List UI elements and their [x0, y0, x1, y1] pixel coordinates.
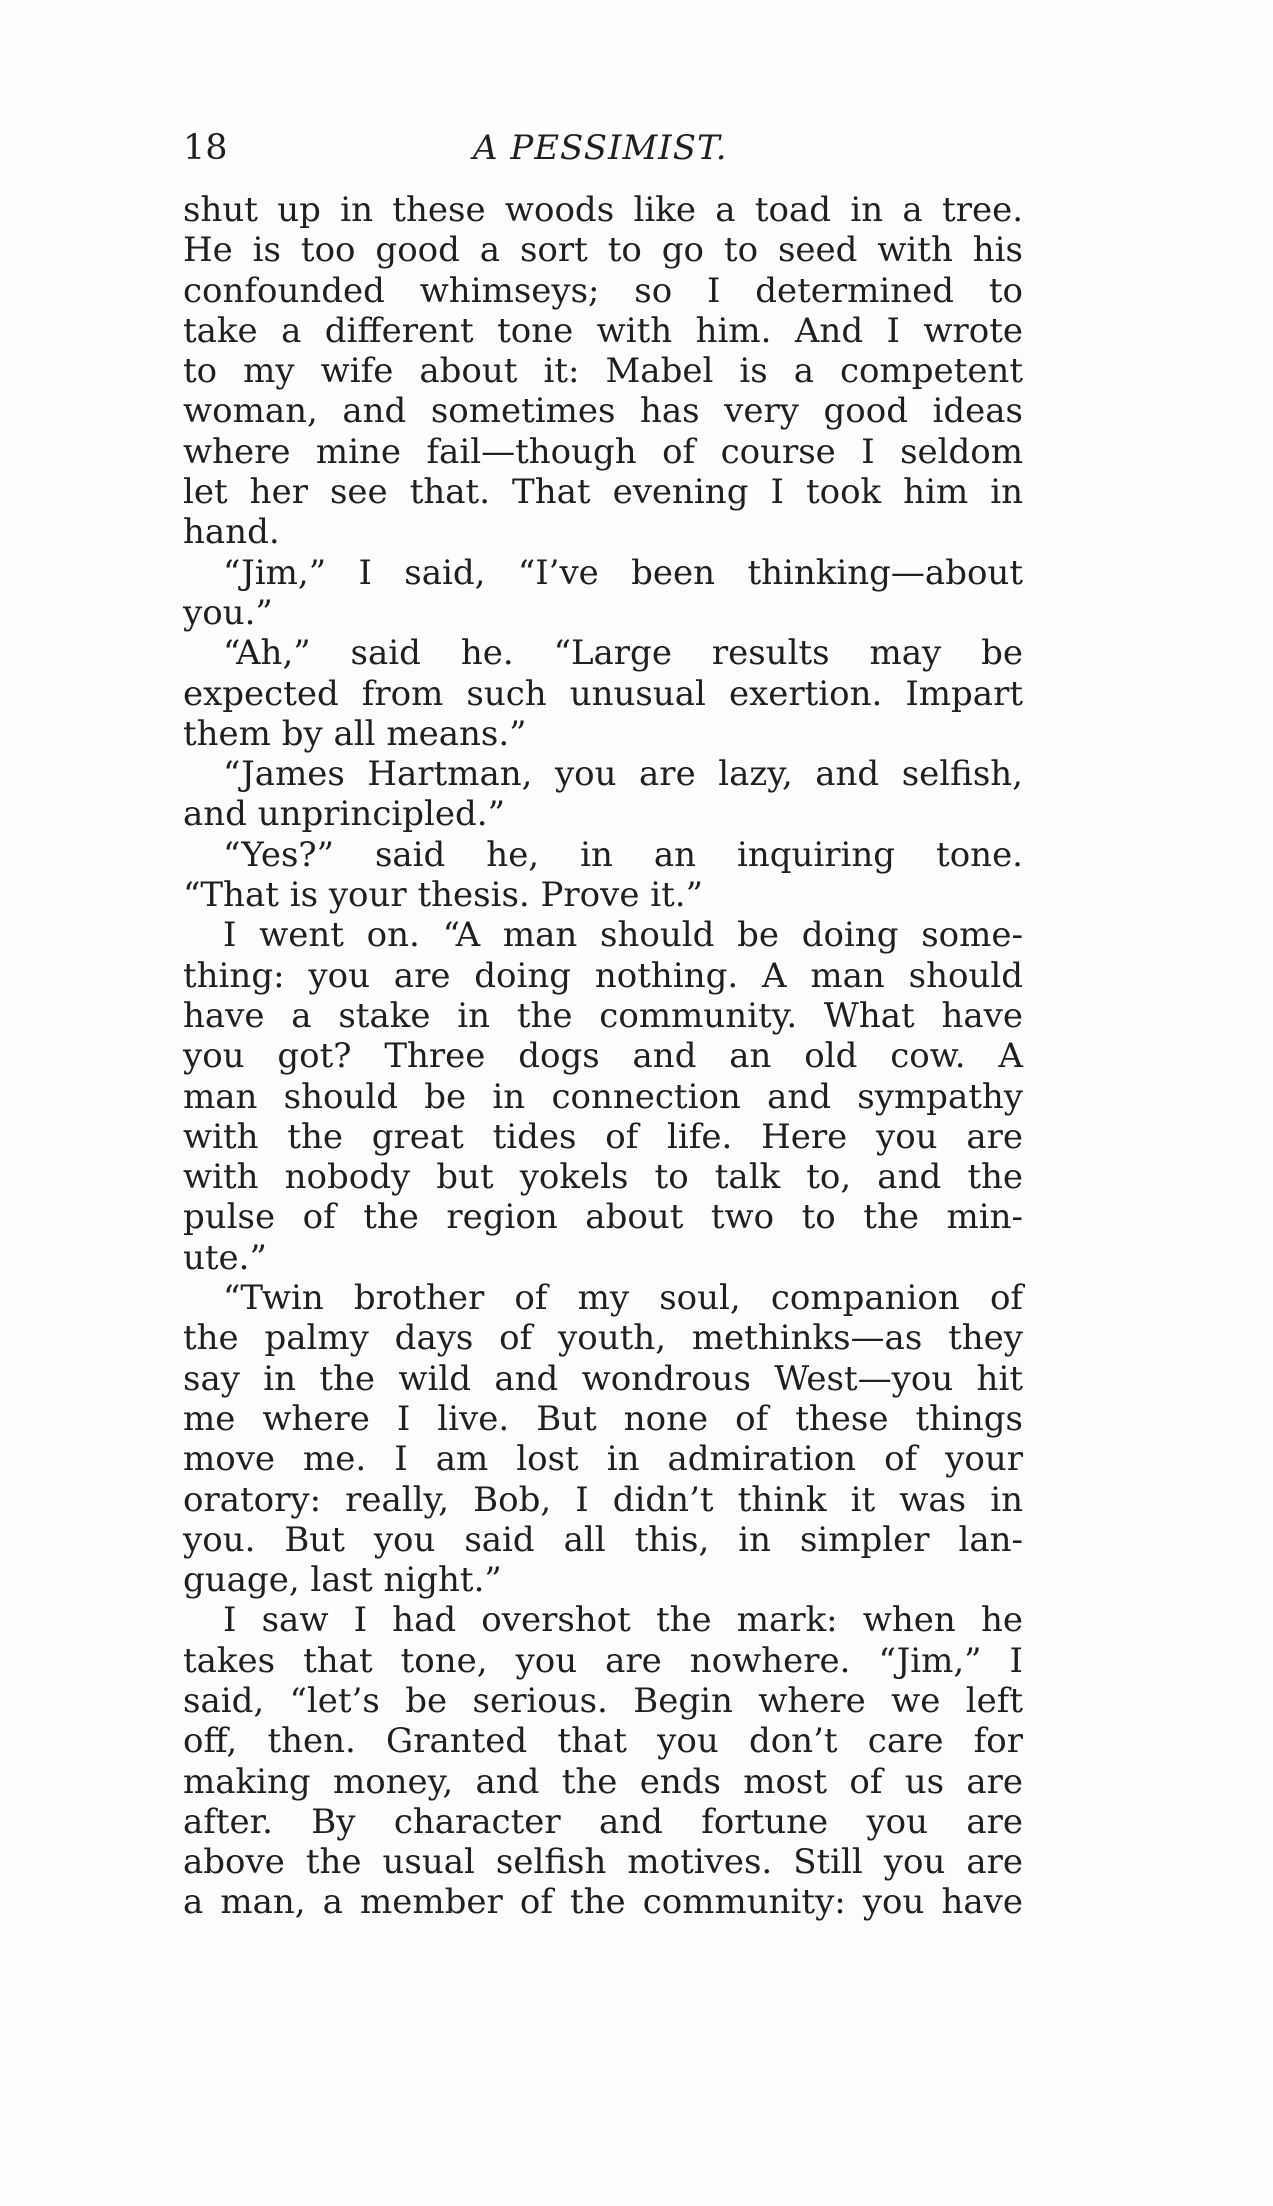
text-line: confounded whimseys; so I determined to	[183, 270, 1023, 311]
text-line: to my wife about it: Mabel is a competent	[183, 351, 1023, 392]
text-line: let her see that. That evening I took him in	[183, 472, 1023, 513]
paragraph-start-line: I went on. “A man should be doing some-	[223, 915, 1023, 956]
text-line: with nobody but yokels to talk to, and the	[183, 1157, 1023, 1198]
text-line: where mine fail—though of course I seldom	[183, 431, 1023, 472]
paragraph-start-line: “Jim,” I said, “I’ve been thinking—about	[223, 552, 1023, 593]
text-line: He is too good a sort to go to seed with his	[183, 230, 1023, 271]
text-line: expected from such unusual exertion. Impart	[183, 673, 1023, 714]
text-line: oratory: really, Bob, I didn’t think it was in	[183, 1479, 1023, 1520]
text-line: thing: you are doing nothing. A man should	[183, 955, 1023, 996]
text-line: off, then. Granted that you don’t care for	[183, 1721, 1023, 1762]
text-line: say in the wild and wondrous West—you hit	[183, 1358, 1023, 1399]
text-line: move me. I am lost in admiration of your	[183, 1439, 1023, 1480]
running-title: A PESSIMIST.	[473, 128, 728, 168]
text-line: you. But you said all this, in simpler lan-	[183, 1519, 1023, 1560]
text-line: shut up in these woods like a toad in a tree.	[183, 190, 1023, 230]
text-line: said, “let’s be serious. Begin where we left	[183, 1680, 1023, 1721]
page-number: 18	[183, 128, 228, 168]
text-line: woman, and sometimes has very good ideas	[183, 391, 1023, 432]
paragraph-end-line: you.”	[183, 592, 273, 633]
text-line: a man, a member of the community: you have	[183, 1882, 1023, 1923]
text-line: you got? Three dogs and an old cow. A	[183, 1036, 1023, 1077]
paragraph-end-line: and unprincipled.”	[183, 794, 505, 835]
paragraph-end-line: “That is your thesis. Prove it.”	[183, 875, 703, 916]
paragraph-start-line: I saw I had overshot the mark: when he	[223, 1600, 1023, 1641]
text-line: pulse of the region about two to the min-	[183, 1197, 1023, 1238]
text-line: man should be in connection and sympathy	[183, 1076, 1023, 1117]
text-line: with the great tides of life. Here you are	[183, 1116, 1023, 1157]
paragraph-start-line: “Yes?” said he, in an inquiring tone.	[223, 834, 1023, 875]
paragraph-end-line: guage, last night.”	[183, 1560, 502, 1601]
text-line: have a stake in the community. What have	[183, 995, 1023, 1036]
paragraph-start-line: “Ah,” said he. “Large results may be	[223, 633, 1023, 674]
paragraph-start-line: “Twin brother of my soul, companion of	[223, 1278, 1023, 1319]
text-line: takes that tone, you are nowhere. “Jim,” I	[183, 1640, 1023, 1681]
page-header	[183, 124, 1023, 174]
text-line: making money, and the ends most of us are	[183, 1761, 1023, 1802]
text-line: take a different tone with him. And I wrote	[183, 310, 1023, 351]
body-text	[183, 190, 1023, 1923]
paragraph-end-line: them by all means.”	[183, 713, 527, 754]
paragraph-start-line: “James Hartman, you are lazy, and selfish,	[223, 754, 1023, 795]
text-line: above the usual selfish motives. Still you are	[183, 1842, 1023, 1883]
text-line: the palmy days of youth, methinks—as they	[183, 1318, 1023, 1359]
paragraph-end-line: ute.”	[183, 1237, 267, 1278]
text-line: me where I live. But none of these things	[183, 1398, 1023, 1439]
text-line: after. By character and fortune you are	[183, 1801, 1023, 1842]
paragraph-end-line: hand.	[183, 512, 280, 553]
